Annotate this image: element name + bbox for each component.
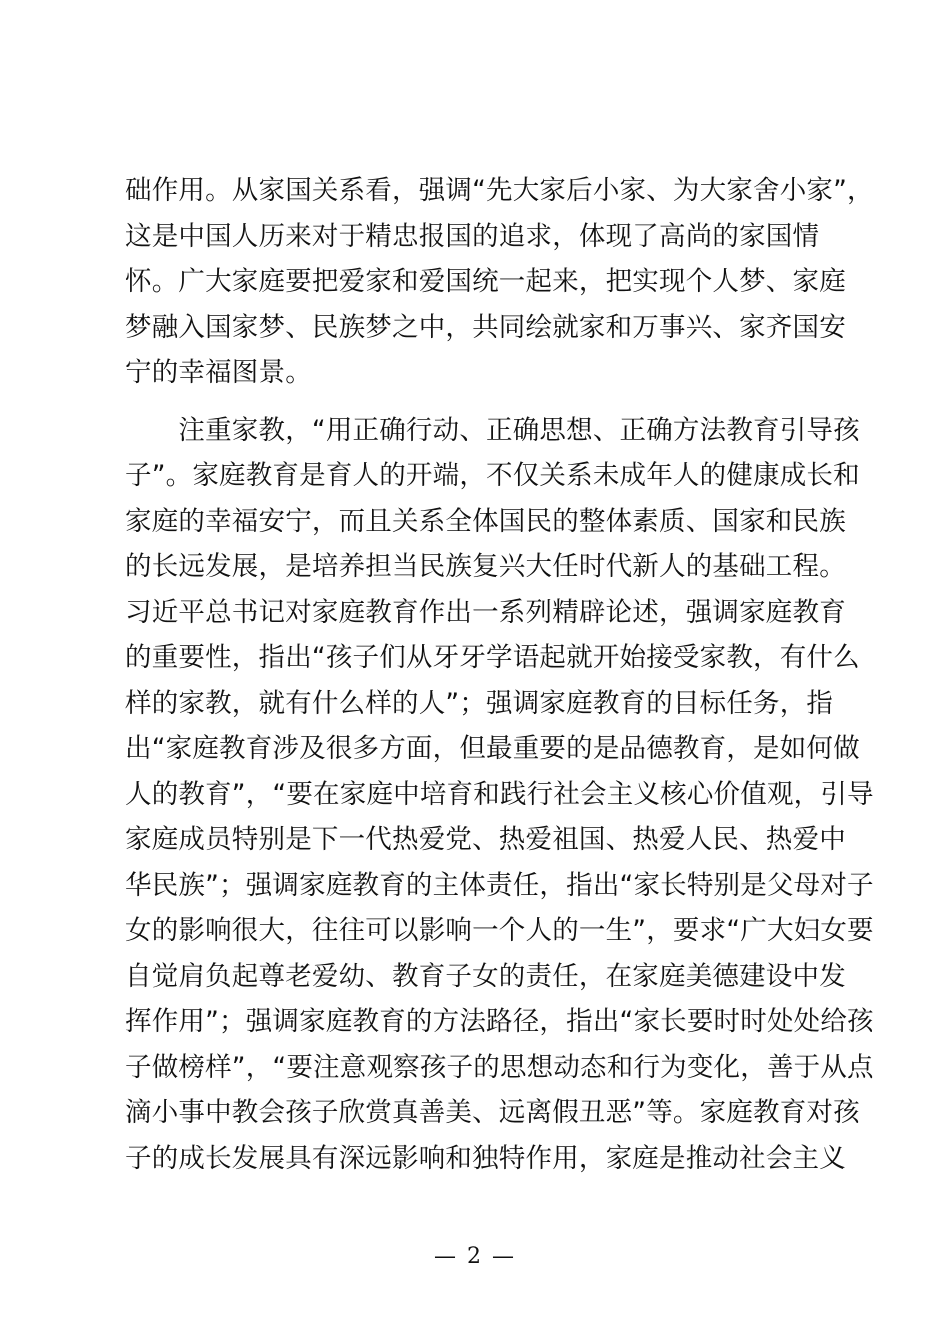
text-line: 子做榜样”，“要注意观察孩子的思想动态和行为变化，善于从点 [125, 1051, 874, 1083]
text-line: 的重要性，指出“孩子们从牙牙学语起就开始接受家教，有什么 [125, 642, 860, 673]
text-line: 家庭的幸福安宁，而且关系全体国民的整体素质、国家和民族 [125, 505, 846, 537]
text-line: 女的影响很大，往往可以影响一个人的一生”，要求“广大妇女要 [125, 915, 874, 946]
text-line: 家庭成员特别是下一代热爱党、热爱祖国、热爱人民、热爱中 [125, 824, 846, 855]
text-line: 人的教育”，“要在家庭中培育和践行社会主义核心价值观，引导 [125, 778, 874, 810]
text-line: 出“家庭教育涉及很多方面，但最重要的是品德教育，是如何做 [125, 733, 860, 764]
text-line: 样的家教，就有什么样的人”；强调家庭教育的目标任务，指 [125, 687, 834, 719]
text-line: 华民族”；强调家庭教育的主体责任，指出“家长特别是父母对子 [125, 869, 874, 901]
text-line: 怀。广大家庭要把爱家和爱国统一起来，把实现个人梦、家庭 [125, 266, 846, 297]
text-line: 梦融入国家梦、民族梦之中，共同绘就家和万事兴、家齐国安 [125, 311, 846, 343]
text-line: 宁的幸福图景。 [125, 357, 312, 388]
paragraph-gap [125, 396, 835, 408]
text-line: 的长远发展，是培养担当民族复兴大任时代新人的基础工程。 [125, 551, 846, 582]
text-line: 子的成长发展具有深远影响和独特作用，家庭是推动社会主义 [125, 1142, 846, 1174]
text-line: 注重家教，“用正确行动、正确思想、正确方法教育引导孩 [125, 414, 860, 446]
text-line: 习近平总书记对家庭教育作出一系列精辟论述，强调家庭教育 [125, 596, 846, 628]
document-body [125, 168, 874, 1181]
text-line: 挥作用”；强调家庭教育的方法路径，指出“家长要时时处处给孩 [125, 1006, 874, 1037]
text-line: 础作用。从家国关系看，强调“先大家后小家、为大家舍小家”， [125, 175, 874, 206]
text-line: 这是中国人历来对于精忠报国的追求，体现了高尚的家国情 [125, 220, 820, 252]
text-line: 自觉肩负起尊老爱幼、教育子女的责任，在家庭美德建设中发 [125, 960, 846, 992]
text-line: 子”。家庭教育是育人的开端，不仅关系未成年人的健康成长和 [125, 460, 860, 491]
text-line: 滴小事中教会孩子欣赏真善美、远离假丑恶”等。家庭教育对孩 [125, 1097, 860, 1128]
page-number: — 2 — [434, 1244, 516, 1269]
